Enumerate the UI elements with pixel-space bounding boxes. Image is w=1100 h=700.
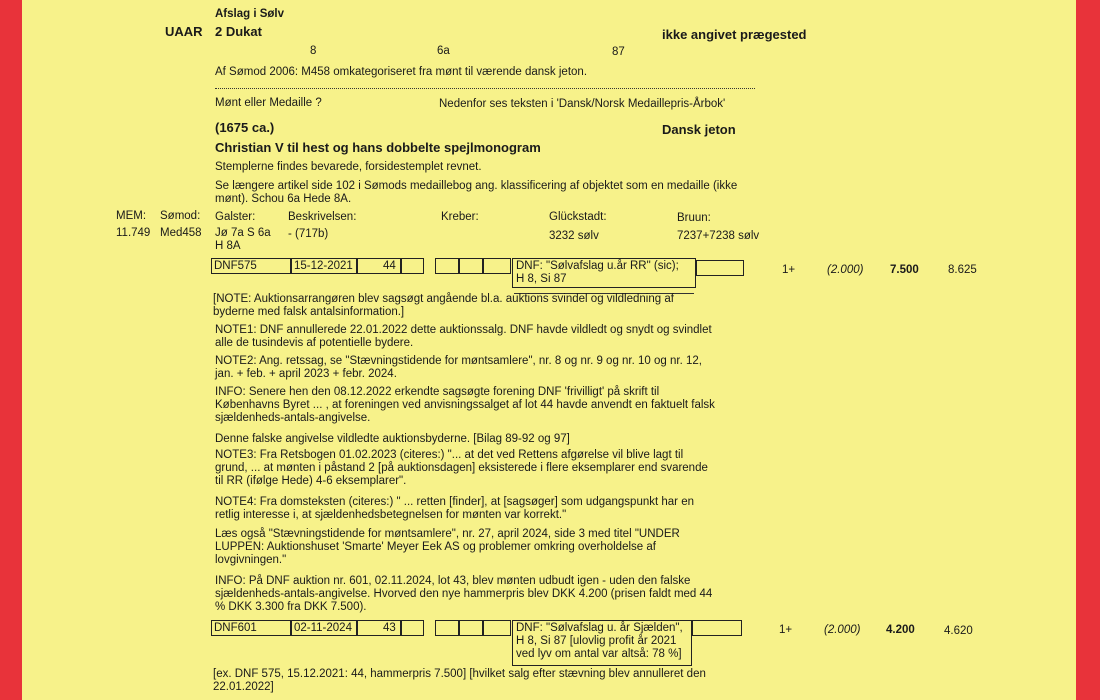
bruun-label: Bruun: <box>677 212 711 224</box>
sale2-description <box>512 620 692 666</box>
info1: INFO: Senere hen den 08.12.2022 erkendte sagsøgte forening DNF 'frivilligt' på skrift til Københavns Byret ... , at foreningen ved anvisningssalget af lot 44 havde anvendt en faktuelt falsk sjældenheds-antals-angivelse. <box>215 386 715 424</box>
sale2-total: 4.620 <box>944 625 973 637</box>
ref-b: 6a <box>437 45 450 57</box>
kreber-label: Kreber: <box>441 211 479 223</box>
note-read-also: Læs også "Stævningstidende for møntsamlere", nr. 27, april 2024, side 3 med titel "UNDER LUPPEN: Auktionshuset 'Smarte' Meyer Eek AS og problemer omkring overholdelse af lovgivningen." <box>215 528 680 566</box>
category: Dansk jeton <box>662 122 736 137</box>
sale2-empty-cell <box>459 620 483 636</box>
sale1-description <box>512 258 696 288</box>
sale1-desc-line2: H 8, Si 87 <box>516 273 567 285</box>
galster-value-2: H 8A <box>215 240 241 252</box>
mem-value: 11.749 <box>116 227 151 239</box>
sale2-estimate: (2.000) <box>824 624 861 636</box>
sale1-empty-cell <box>401 258 424 274</box>
sale2-date: 02-11-2024 <box>291 620 357 636</box>
ref-c: 87 <box>612 46 625 58</box>
sale1-desc-line1: DNF: "Sølvafslag u.år RR" (sic); <box>516 260 679 272</box>
sale2-lot: 43 <box>357 620 401 636</box>
galster-value: Jø 7a S 6a <box>215 227 271 239</box>
info2: INFO: På DNF auktion nr. 601, 02.11.2024, lot 43, blev mønten udbudt igen - uden den falske sjældenheds-antals-angivelse. Hvorved den nye hammerpris blev DKK 4.200 (prisen faldt med 44 % DKK 3.300 fra DKK 7.500). <box>215 575 713 613</box>
note2: NOTE2: Ang. retssag, se "Stævningstidende for møntsamlere", nr. 8 og nr. 9 og nr. 10 og nr. 12, jan. + feb. + april 2023 + febr. 2024. <box>215 355 702 380</box>
gluckstadt-value: 3232 sølv <box>549 230 599 242</box>
sale1-estimate: (2.000) <box>827 264 864 276</box>
mint-place: ikke angivet prægested <box>662 27 807 42</box>
ref-a: 8 <box>310 45 317 57</box>
sale2-desc-line2: H 8, Si 87 [ulovlig profit år 2021 <box>516 635 677 647</box>
sale1-total: 8.625 <box>948 264 977 276</box>
header-note: Af Sømod 2006: M458 omkategoriseret fra mønt til værende dansk jeton. <box>215 66 588 78</box>
year: (1675 ca.) <box>215 120 275 135</box>
sale2-empty-cell <box>435 620 459 636</box>
sale2-desc-line1: DNF: "Sølvafslag u. år Sjælden", <box>516 622 683 634</box>
sale1-lot: 44 <box>357 258 401 274</box>
sale1-empty-cell <box>435 258 459 274</box>
separator <box>215 88 755 89</box>
sale2-hammer: 4.200 <box>886 624 915 636</box>
item-title: Christian V til hest og hans dobbelte spejlmonogram <box>215 140 541 155</box>
sale2-house: DNF601 <box>211 620 291 636</box>
description-line1: Stemplerne findes bevarede, forsidestemplet revnet. <box>215 161 482 173</box>
sale1-date: 15-12-2021 <box>291 258 357 274</box>
note4: NOTE4: Fra domsteksten (citeres:) " ... retten [finder], at [sagsøger] som udgangspunkt har en retlig interesse i, at sjældenhedsbetegnelsen for mønten var korrekt." <box>215 496 694 521</box>
note1: NOTE1: DNF annullerede 22.01.2022 dette auktionssalg. DNF havde vildledt og snydt og svindlet alle de tusindevis af potentielle bydere. <box>215 324 712 349</box>
sale1-grade: 1+ <box>782 264 796 276</box>
denomination: 2 Dukat <box>215 24 262 39</box>
note3: NOTE3: Fra Retsbogen 01.02.2023 (citeres:) "... at det ved Rettens afgørelse vil blive lagt til grund, ... at mønten i påstand 2 [på auktionsdagen] eksisterede i flere eksemplarer end svarende til RR (ifølge Hede) 4-6 eksemplarer". <box>215 449 708 487</box>
coin-or-medal-question: Mønt eller Medaille ? <box>215 97 322 109</box>
beskrivelsen-value: - (717b) <box>288 228 329 240</box>
description-line2: Se længere artikel side 102 i Sømods medaillebog ang. klassificering af objektet som en medaille (ikke mønt). Schou 6a Hede 8A. <box>215 180 738 205</box>
sale1-house: DNF575 <box>211 258 291 274</box>
sale2-empty-cell <box>692 620 742 636</box>
sale2-empty-cell <box>483 620 511 636</box>
mem-label: MEM: <box>116 210 147 222</box>
sale1-empty-cell <box>696 260 744 276</box>
sale2-desc-line3: ved lyv om antal var altså: 78 %] <box>516 648 682 660</box>
sale2-grade: 1+ <box>779 624 793 636</box>
catalog-page <box>22 0 1076 700</box>
note-auction-lawsuit: [NOTE: Auktionsarrangøren blev sagsøgt angående bl.a. auktions svindel og vildledning af byderne med falsk antalsinformation.] <box>213 293 674 318</box>
subtitle: Afslag i Sølv <box>215 8 285 20</box>
sale2-empty-cell <box>401 620 424 636</box>
beskrivelsen-label: Beskrivelsen: <box>288 211 357 223</box>
gluckstadt-label: Glückstadt: <box>549 211 607 223</box>
sale1-empty-cell <box>483 258 511 274</box>
source-note: Nedenfor ses teksten i 'Dansk/Norsk Medaillepris-Årbok' <box>439 98 726 110</box>
sale1-empty-cell <box>459 258 483 274</box>
sale1-hammer: 7.500 <box>890 264 919 276</box>
galster-label: Galster: <box>215 211 256 223</box>
coin-code: UAAR <box>165 24 203 39</box>
somod-label: Sømod: <box>160 210 201 222</box>
bruun-value: 7237+7238 sølv <box>677 230 760 242</box>
note-misleading: Denne falske angivelse vildledte auktionsbyderne. [Bilag 89-92 og 97] <box>215 433 570 445</box>
footer-note: [ex. DNF 575, 15.12.2021: 44, hammerpris 7.500] [hvilket salg efter stævning blev annulleret den 22.01.2022] <box>213 668 706 693</box>
somod-value: Med458 <box>160 227 202 239</box>
